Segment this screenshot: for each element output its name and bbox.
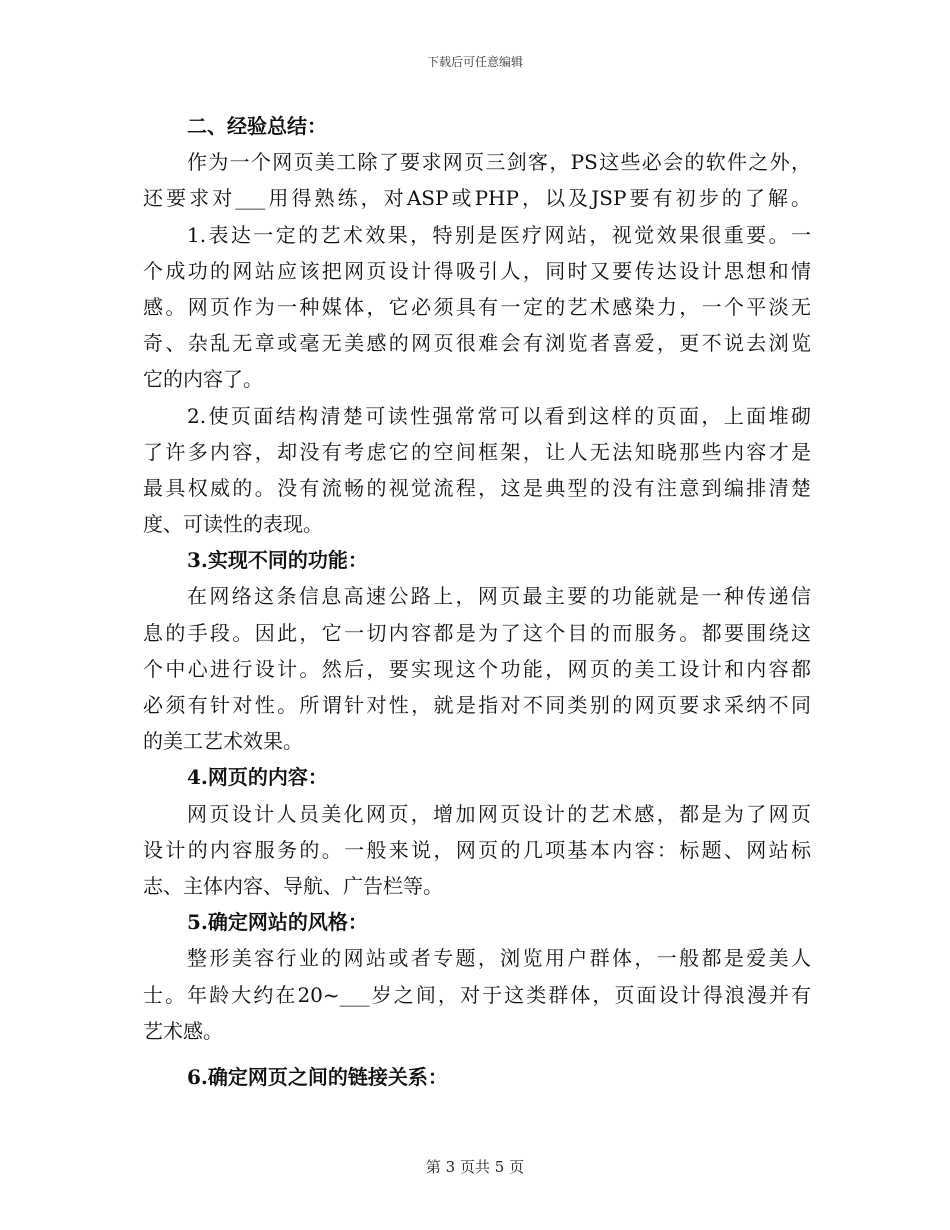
body-text-line: 志、主体内容、导航、广告栏等。 <box>143 873 443 898</box>
page-footer: 第 3 页共 5 页 <box>425 1158 525 1176</box>
body-text-line: 度、可读性的表现。 <box>143 512 323 537</box>
page-header: 下载后可任意编辑 <box>426 55 523 69</box>
line-spacer <box>143 1049 811 1059</box>
body-text-line: 在网络这条信息高速公路上，网页最主要的功能就是一种传递信 <box>187 584 811 609</box>
body-text-line: 个中心进行设计。然后，要实现这个功能，网页的美工设计和内容都 <box>143 656 811 681</box>
body-text-line: 的美工艺术效果。 <box>143 729 303 754</box>
body-text-line: 最具权威的。没有流畅的视觉流程，这是典型的没有注意到编排清楚 <box>143 475 811 500</box>
section-heading: 5.确定网站的风格： <box>187 910 368 935</box>
section-heading: 4.网页的内容： <box>187 765 328 790</box>
document-body <box>143 108 811 1095</box>
body-text-line: 它的内容了。 <box>143 367 263 392</box>
body-text-line: 还要求对___用得熟练，对ASP或PHP，以及JSP要有初步的了解。 <box>143 186 811 211</box>
body-text-line: 个成功的网站应该把网页设计得吸引人，同时又要传达设计思想和情 <box>143 258 811 283</box>
body-text-line: 整形美容行业的网站或者专题，浏览用户群体，一般都是爱美人 <box>187 946 811 971</box>
body-text-line: 1.表达一定的艺术效果，特别是医疗网站，视觉效果很重要。一 <box>187 222 811 247</box>
body-text-line: 感。网页作为一种媒体，它必须具有一定的艺术感染力，一个平淡无 <box>143 294 811 319</box>
body-text-line: 奇、杂乱无章或毫无美感的网页很难会有浏览者喜爱，更不说去浏览 <box>143 331 811 356</box>
body-text-line: 艺术感。 <box>143 1018 223 1043</box>
body-text-line: 息的手段。因此，它一切内容都是为了这个目的而服务。都要围绕这 <box>143 620 811 645</box>
body-text-line: 必须有针对性。所谓针对性，就是指对不同类别的网页要求采纳不同 <box>143 693 811 717</box>
body-text-line: 设计的内容服务的。一般来说，网页的几项基本内容：标题、网站标 <box>143 837 811 862</box>
section-heading: 3.实现不同的功能： <box>187 548 368 573</box>
section-heading: 6.确定网页之间的链接关系： <box>187 1064 448 1089</box>
body-text-line: 了许多内容，却没有考虑它的空间框架，让人无法知晓那些内容才是 <box>143 439 811 464</box>
body-text-line: 作为一个网页美工除了要求网页三剑客，PS这些必会的软件之外， <box>187 150 811 175</box>
body-text-line: 网页设计人员美化网页，增加网页设计的艺术感，都是为了网页 <box>187 801 811 826</box>
body-text-line: 士。年龄大约在20~___岁之间，对于这类群体，页面设计得浪漫并有 <box>143 982 811 1007</box>
body-text-line: 2.使页面结构清楚可读性强常常可以看到这样的页面，上面堆砌 <box>187 403 811 428</box>
section-heading: 二、经验总结： <box>187 114 327 138</box>
